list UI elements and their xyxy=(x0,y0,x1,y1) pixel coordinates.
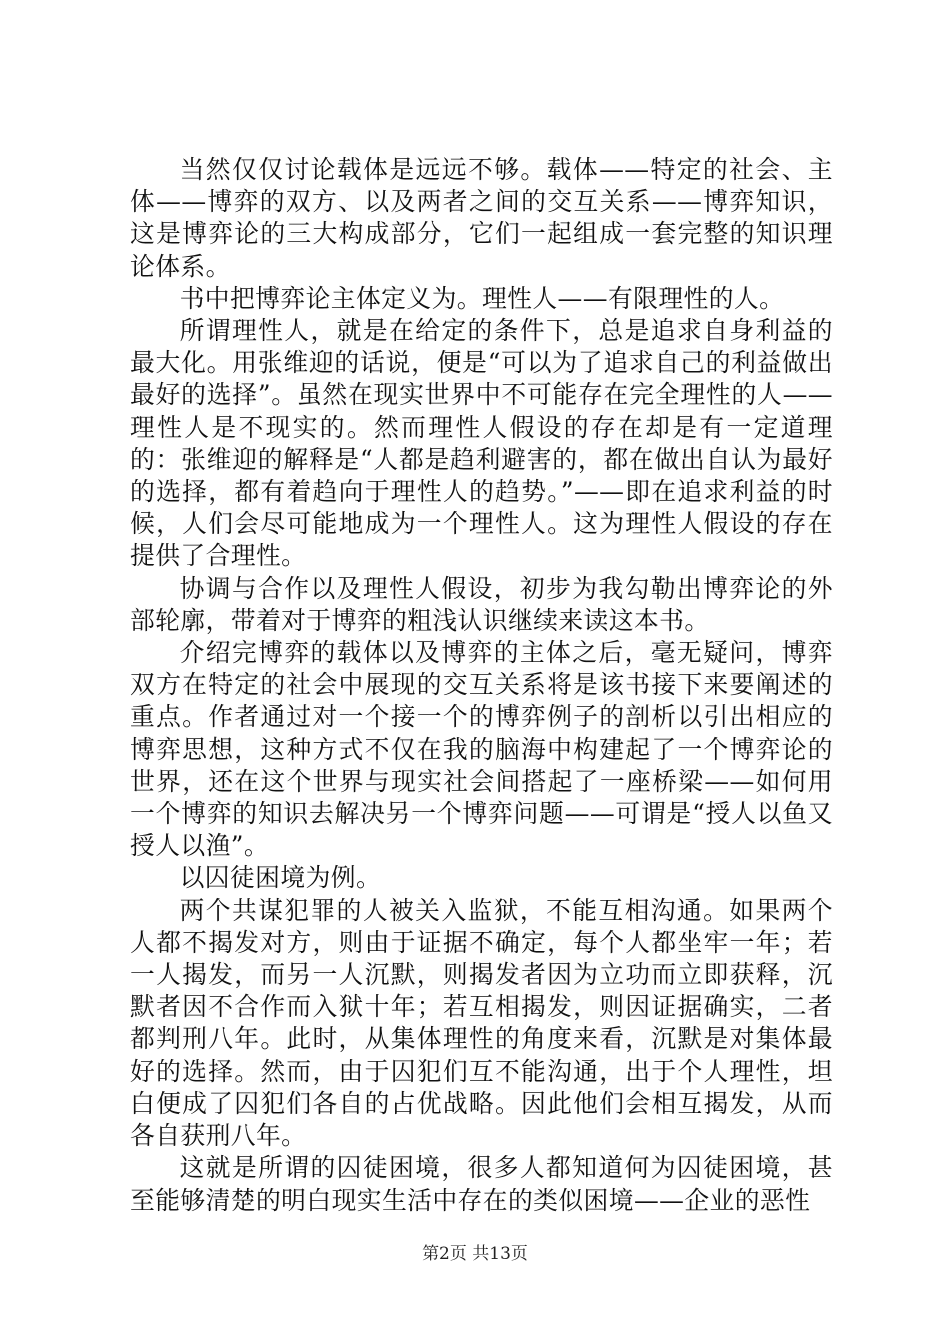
paragraph-7: 两个共谋犯罪的人被关入监狱，不能互相沟通。如果两个人都不揭发对方，则由于证据不确定，每个人都坐牢一年；若一人揭发，而另一人沉默，则揭发者因为立功而立即获释，沉默者因不合作而入狱十年；若互相揭发，则因证据确实，二者都判刑八年。此时，从集体理性的角度来看，沉默是对集体最好的选择。然而，由于囚犯们互不能沟通，出于个人理性，坦白便成了囚犯们各自的占优战略。因此他们会相互揭发，从而各自获刑八年。 xyxy=(130,895,833,1151)
page-number-footer: 第2页 共13页 xyxy=(422,1244,528,1264)
document-body xyxy=(130,154,833,1217)
paragraph-6: 以囚徒困境为例。 xyxy=(179,863,382,893)
paragraph-2: 书中把博弈论主体定义为。理性人——有限理性的人。 xyxy=(179,283,785,313)
paragraph-8: 这就是所谓的囚徒困境，很多人都知道何为囚徒困境，甚至能够清楚的明白现实生活中存在的类似困境——企业的恶性 xyxy=(130,1153,833,1215)
paragraph-1: 当然仅仅讨论载体是远远不够。载体——特定的社会、主体——博弈的双方、以及两者之间的交互关系——博弈知识，这是博弈论的三大构成部分，它们一起组成一套完整的知识理论体系。 xyxy=(130,155,833,281)
paragraph-4: 协调与合作以及理性人假设，初步为我勾勒出博弈论的外部轮廓，带着对于博弈的粗浅认识继续来读这本书。 xyxy=(130,573,833,635)
paragraph-5: 介绍完博弈的载体以及博弈的主体之后，毫无疑问，博弈双方在特定的社会中展现的交互关系将是该书接下来要阐述的重点。作者通过对一个接一个的博弈例子的剖析以引出相应的博弈思想，这种方式不仅在我的脑海中构建起了一个博弈论的世界，还在这个世界与现实社会间搭起了一座桥梁——如何用一个博弈的知识去解决另一个博弈问题——可谓是“授人以鱼又授人以渔”。 xyxy=(130,638,833,861)
paragraph-3: 所谓理性人，就是在给定的条件下，总是追求自身利益的最大化。用张维迎的话说，便是“可以为了追求自己的利益做出最好的选择”。虽然在现实世界中不可能存在完全理性的人——理性人是不现实的。然而理性人假设的存在却是有一定道理的：张维迎的解释是“人都是趋利避害的，都在做出自认为最好的选择，都有着趋向于理性人的趋势。”——即在追求利益的时候，人们会尽可能地成为一个理性人。这为理性人假设的存在提供了合理性。 xyxy=(130,316,833,571)
